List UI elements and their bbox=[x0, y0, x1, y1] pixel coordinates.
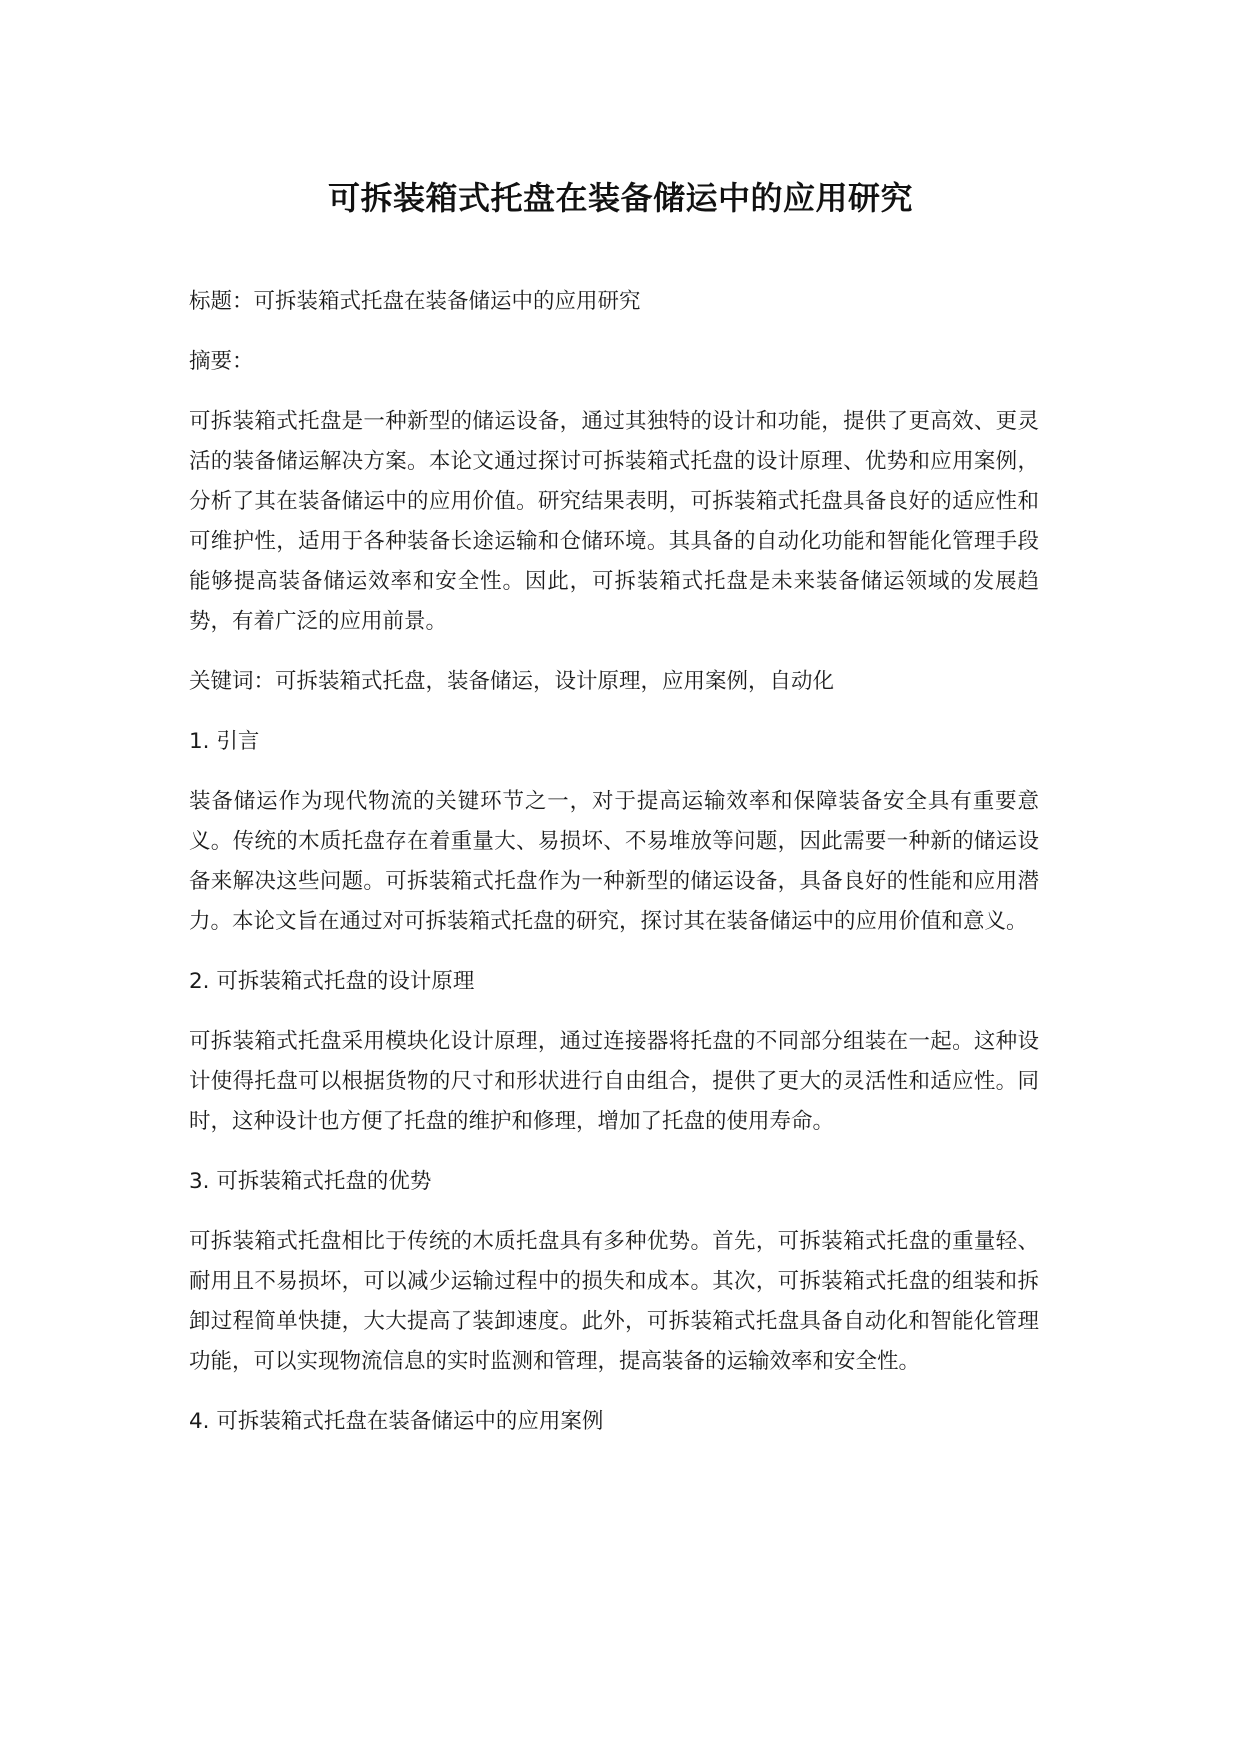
section-heading-design: 2. 可拆装箱式托盘的设计原理 bbox=[189, 969, 475, 994]
title-line: 标题：可拆装箱式托盘在装备储运中的应用研究 bbox=[189, 289, 641, 314]
section-heading-advantages: 3. 可拆装箱式托盘的优势 bbox=[189, 1169, 432, 1194]
document-title: 可拆装箱式托盘在装备储运中的应用研究 bbox=[327, 179, 913, 217]
abstract-heading: 摘要： bbox=[189, 349, 254, 374]
document-body bbox=[189, 282, 1039, 1462]
intro-paragraph: 装备储运作为现代物流的关键环节之一，对于提高运输效率和保障装备安全具有重要意义。传统的木质托盘存在着重量大、易损坏、不易堆放等问题，因此需要一种新的储运设备来解决这些问题。可拆装箱式托盘作为一种新型的储运设备，具备良好的性能和应用潜力。本论文旨在通过对可拆装箱式托盘的研究，探讨其在装备储运中的应用价值和意义。 bbox=[189, 789, 1039, 934]
keywords-line: 关键词：可拆装箱式托盘，装备储运，设计原理，应用案例，自动化 bbox=[189, 669, 835, 694]
abstract-paragraph: 可拆装箱式托盘是一种新型的储运设备，通过其独特的设计和功能，提供了更高效、更灵活的装备储运解决方案。本论文通过探讨可拆装箱式托盘的设计原理、优势和应用案例，分析了其在装备储运中的应用价值。研究结果表明，可拆装箱式托盘具备良好的适应性和可维护性，适用于各种装备长途运输和仓储环境。其具备的自动化功能和智能化管理手段能够提高装备储运效率和安全性。因此，可拆装箱式托盘是未来装备储运领域的发展趋势，有着广泛的应用前景。 bbox=[189, 409, 1039, 634]
section-heading-cases: 4. 可拆装箱式托盘在装备储运中的应用案例 bbox=[189, 1409, 604, 1434]
section-heading-intro: 1. 引言 bbox=[189, 729, 260, 754]
advantages-paragraph: 可拆装箱式托盘相比于传统的木质托盘具有多种优势。首先，可拆装箱式托盘的重量轻、耐用且不易损坏，可以减少运输过程中的损失和成本。其次，可拆装箱式托盘的组装和拆卸过程简单快捷，大大提高了装卸速度。此外，可拆装箱式托盘具备自动化和智能化管理功能，可以实现物流信息的实时监测和管理，提高装备的运输效率和安全性。 bbox=[189, 1229, 1039, 1374]
design-paragraph: 可拆装箱式托盘采用模块化设计原理，通过连接器将托盘的不同部分组装在一起。这种设计使得托盘可以根据货物的尺寸和形状进行自由组合，提供了更大的灵活性和适应性。同时，这种设计也方便了托盘的维护和修理，增加了托盘的使用寿命。 bbox=[189, 1029, 1039, 1134]
